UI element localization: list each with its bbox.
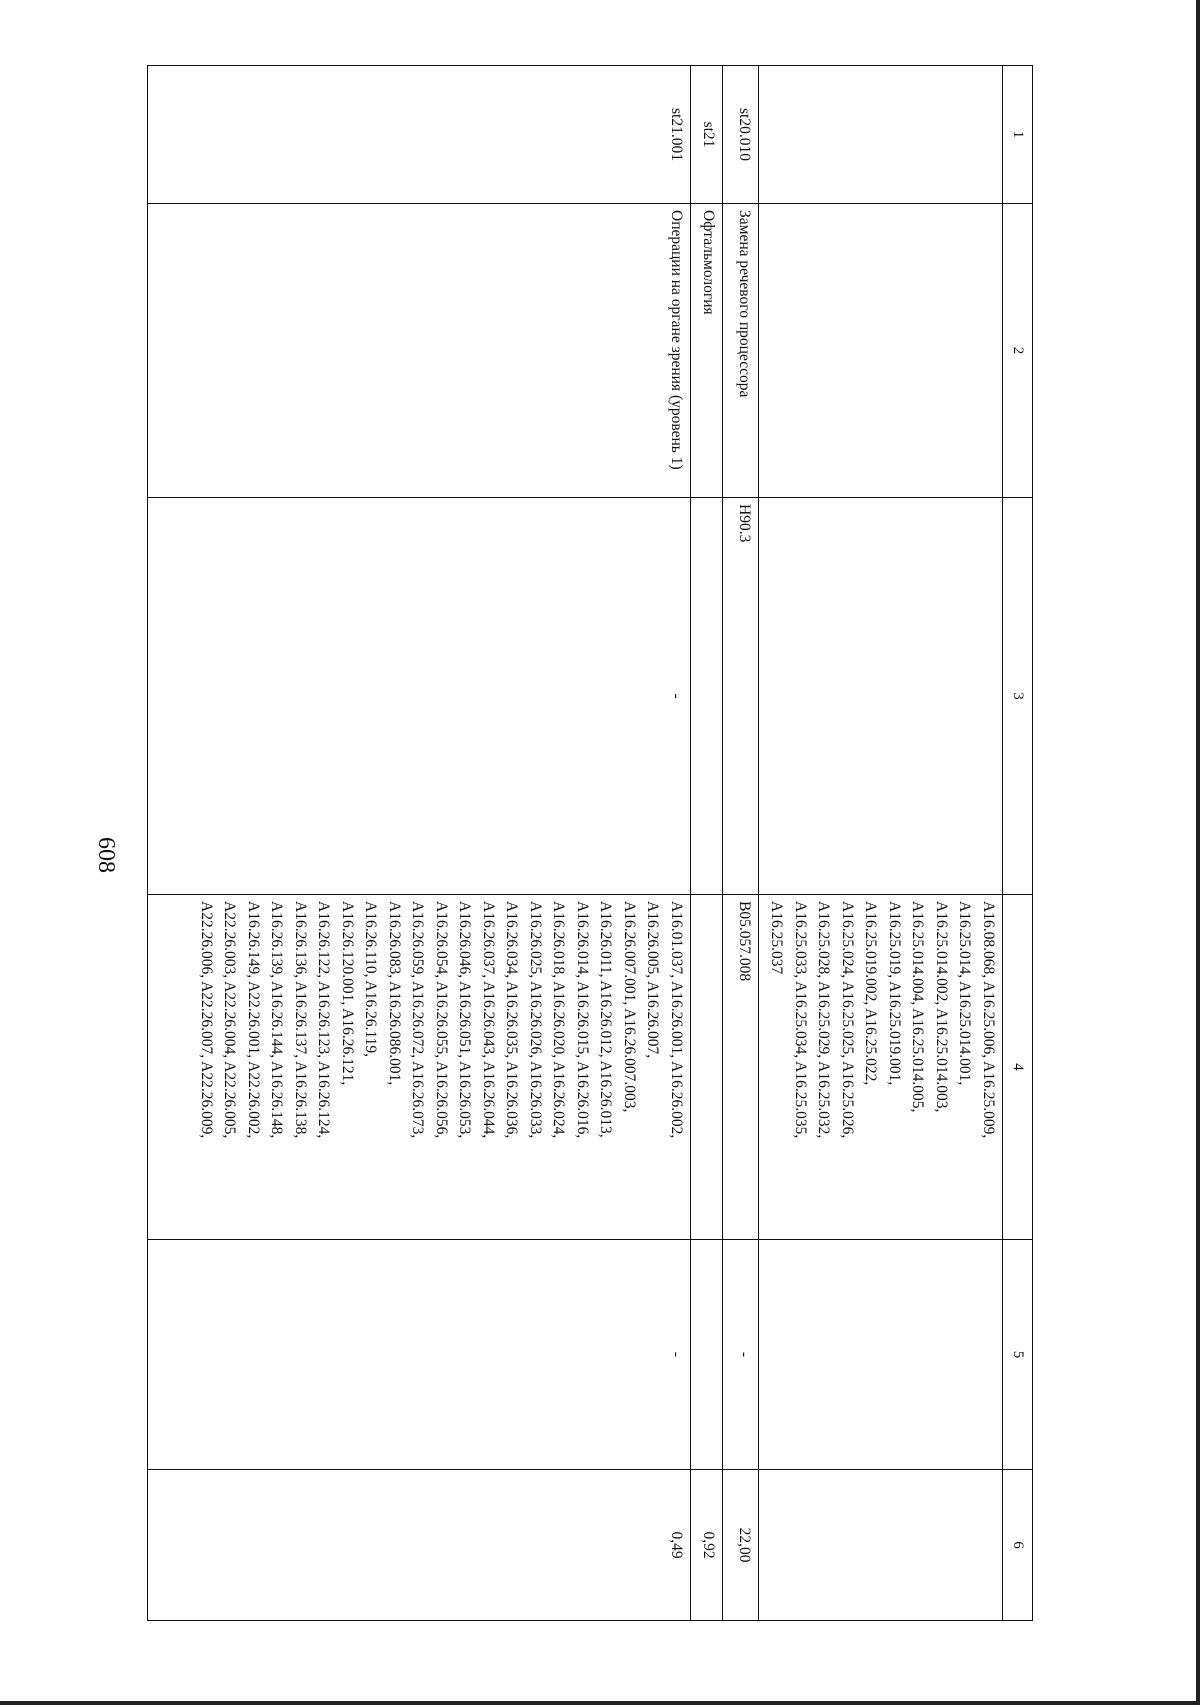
header-cell-3: 3: [1003, 498, 1033, 895]
cell-services: [723, 895, 759, 1240]
header-cell-6: 6: [1003, 1470, 1033, 1621]
rotated-table-container: [147, 65, 1033, 1620]
service-code-line: A16.26.011, A16.26.012, A16.26.013,: [597, 901, 615, 1138]
header-cell-1: 1: [1003, 66, 1033, 204]
cell-services: [148, 895, 691, 1240]
service-code-line: A16.25.014, A16.25.014.001,: [956, 901, 974, 1086]
service-code-line: A16.25.014.002, A16.25.014.003,: [933, 901, 950, 1113]
service-code-line: A16.25.028, A16.25.029, A16.25.032,: [815, 901, 833, 1139]
cell-code: st21: [691, 66, 723, 204]
service-code-line: A16.26.120.001, A16.26.121,: [339, 901, 356, 1086]
cell-name: Офтальмология: [691, 204, 723, 498]
cell-code: st20.010: [723, 66, 759, 204]
table-row: [691, 66, 723, 1621]
service-code-line: A16.26.007.001, A16.26.007.003,: [621, 901, 638, 1113]
header-cell-4: 4: [1003, 895, 1033, 1240]
service-code-line: A16.26.034, A16.26.035, A16.26.036,: [503, 901, 521, 1139]
service-code-line: A22.26.003, A22.26.004, A22.26.005,: [221, 901, 239, 1139]
cell-services: [759, 895, 1003, 1240]
cell-coef: 0,92: [691, 1470, 723, 1621]
service-code-line: A16.26.005, A16.26.007,: [644, 901, 662, 1059]
cell-name: [759, 204, 1003, 498]
service-code-line: A22.26.006, A22.26.007, A22.26.009,: [198, 901, 215, 1139]
cell-services: [691, 895, 723, 1240]
service-code-line: A16.26.054, A16.26.055, A16.26.056,: [433, 901, 450, 1139]
cell-name: Операции на органе зрения (уровень 1): [148, 204, 691, 498]
service-code-line: A16.26.136, A16.26.137, A16.26.138,: [292, 901, 309, 1139]
page-number: 608: [93, 837, 119, 873]
service-code-line: A16.26.014, A16.26.015, A16.26.016,: [574, 901, 591, 1139]
service-code-line: A16.26.139, A16.26.144, A16.26.148,: [268, 901, 286, 1139]
tariff-table: [147, 65, 1033, 1621]
cell-mkb: H90.3: [723, 498, 759, 895]
cell-coef: 22,00: [723, 1470, 759, 1621]
service-code-line: A16.26.025, A16.26.026, A16.26.033,: [527, 901, 544, 1139]
service-code-line: A16.26.110, A16.26.119,: [362, 901, 380, 1058]
mkb-dash: -: [668, 693, 685, 699]
service-code-line: A16.01.037, A16.26.001, A16.26.002,: [668, 901, 685, 1139]
service-code-line: A16.26.046, A16.26.051, A16.26.053,: [456, 901, 474, 1139]
cell-other: [691, 1240, 723, 1470]
cell-other: [759, 1240, 1003, 1470]
table-row: [148, 66, 691, 1621]
service-code-line: A16.08.068, A16.25.006, A16.25.009,: [980, 901, 997, 1139]
cell-mkb: [759, 498, 1003, 895]
scan-border-right: [1196, 0, 1200, 1705]
header-cell-5: 5: [1003, 1240, 1033, 1470]
cell-other: -: [148, 1240, 691, 1470]
service-code-line: A16.25.014.004, A16.25.014.005,: [909, 901, 927, 1113]
cell-other: -: [723, 1240, 759, 1470]
service-code-line: A16.26.059, A16.26.072, A16.26.073,: [409, 901, 427, 1139]
service-code-line: A16.26.083, A16.26.086.001,: [386, 901, 403, 1086]
service-code-line: A16.26.037, A16.26.043, A16.26.044,: [480, 901, 497, 1139]
table-row: [759, 66, 1003, 1621]
cell-name: Замена речевого процессора: [723, 204, 759, 498]
header-cell-2: 2: [1003, 204, 1033, 498]
service-code-line: A16.26.018, A16.26.020, A16.26.024,: [550, 901, 568, 1139]
service-code-line: A16.25.019.002, A16.25.022,: [862, 901, 880, 1086]
cell-coef: [759, 1470, 1003, 1621]
service-code-line: A16.25.033, A16.25.034, A16.25.035,: [792, 901, 809, 1139]
header-row: [1003, 66, 1033, 1621]
service-code-line: A16.25.024, A16.25.025, A16.25.026,: [839, 901, 856, 1139]
scan-border-bottom: [0, 1701, 1200, 1705]
cell-code: st21.001: [148, 66, 691, 204]
table-row: [723, 66, 759, 1621]
cell-mkb: [691, 498, 723, 895]
service-code-line: A16.25.019, A16.25.019.001,: [886, 901, 903, 1086]
cell-code: [759, 66, 1003, 204]
cell-mkb: [148, 498, 691, 895]
service-code-line: A16.25.037: [768, 901, 786, 975]
service-code-line: A16.26.149, A22.26.001, A22.26.002,: [245, 901, 262, 1139]
service-code-line: B05.057.008: [736, 901, 753, 982]
cell-coef: 0,49: [148, 1470, 691, 1621]
service-code-line: A16.26.122, A16.26.123, A16.26.124,: [315, 901, 333, 1139]
